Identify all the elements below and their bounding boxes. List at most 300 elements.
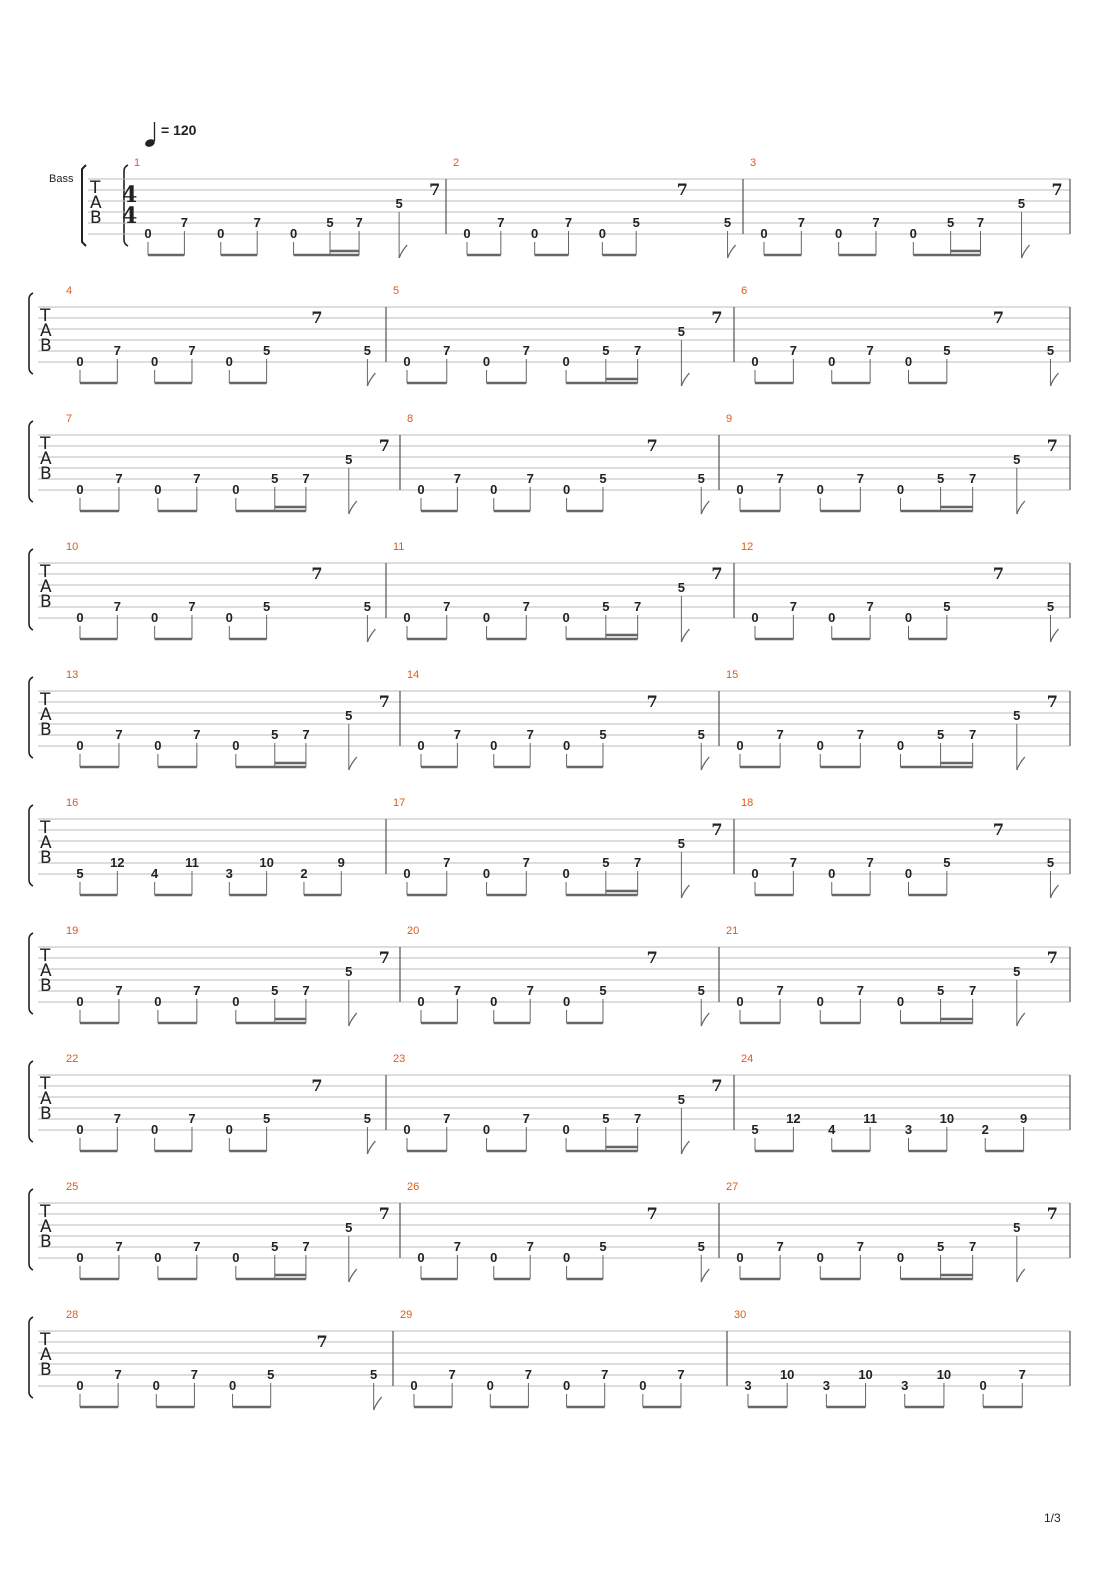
- tab-system: [29, 541, 1070, 642]
- fret-number: 5: [936, 727, 945, 742]
- fret-number: 5: [271, 1239, 279, 1254]
- eighth-rest-icon: 7: [311, 564, 323, 583]
- fret-number: 7: [856, 727, 864, 742]
- fret-number: 0: [482, 1122, 491, 1137]
- measure: [66, 1181, 390, 1282]
- fret-number: 0: [816, 482, 824, 497]
- measure: [134, 157, 440, 258]
- eighth-rest-icon: 7: [676, 180, 688, 199]
- fret-number: 0: [76, 354, 84, 369]
- fret-number: 5: [1013, 1220, 1021, 1235]
- tab-system: [29, 797, 1070, 898]
- measure: [66, 541, 375, 642]
- note-flag: [349, 1269, 357, 1282]
- fret-number: 7: [522, 1111, 530, 1126]
- fret-number: 7: [776, 1239, 784, 1254]
- fret-number: 7: [677, 1367, 685, 1382]
- system-bracket: [29, 1317, 33, 1398]
- fret-number: 0: [217, 226, 225, 241]
- measure: [726, 925, 1058, 1026]
- measure-number: 3: [750, 157, 757, 169]
- eighth-rest-icon: 7: [711, 1076, 723, 1095]
- fret-number: 0: [562, 738, 571, 753]
- tab-letter: T: [40, 690, 51, 710]
- fret-number: 5: [602, 343, 610, 358]
- fret-number: 7: [113, 599, 121, 614]
- fret-number: 0: [403, 1122, 411, 1137]
- fret-number: 0: [154, 738, 162, 753]
- fret-number: 9: [337, 855, 345, 870]
- fret-number: 5: [697, 1239, 705, 1254]
- eighth-rest-icon: 7: [378, 1204, 390, 1223]
- fret-number: 7: [253, 215, 261, 230]
- fret-number: 7: [355, 215, 363, 230]
- fret-number: 5: [943, 343, 951, 358]
- fret-number: 7: [776, 471, 784, 486]
- fret-number: 7: [115, 727, 123, 742]
- eighth-rest-icon: 7: [1046, 948, 1058, 967]
- measure-number: 15: [726, 669, 739, 681]
- fret-number: 7: [522, 855, 530, 870]
- tab-system: [29, 1309, 1070, 1410]
- fret-number: 0: [751, 610, 759, 625]
- fret-number: 5: [1017, 196, 1026, 211]
- note-flag: [701, 1013, 709, 1026]
- tab-letter: B: [40, 976, 52, 996]
- measure-number: 22: [66, 1053, 79, 1065]
- fret-number: 0: [76, 610, 84, 625]
- fret-number: 7: [453, 1239, 462, 1254]
- fret-number: 7: [453, 983, 462, 998]
- fret-number: 5: [943, 855, 951, 870]
- eighth-rest-icon: 7: [992, 308, 1005, 327]
- fret-number: 0: [598, 226, 606, 241]
- tab-letter: T: [40, 434, 51, 454]
- fret-number: 0: [909, 226, 917, 241]
- note-flag: [349, 1013, 357, 1026]
- tab-system: [82, 157, 1070, 258]
- fret-number: 0: [228, 1378, 237, 1393]
- note-flag: [701, 1269, 709, 1282]
- fret-number: 10: [939, 1111, 955, 1126]
- eighth-rest-icon: 7: [378, 692, 390, 711]
- note-flag: [1017, 1269, 1025, 1282]
- fret-number: 0: [232, 482, 240, 497]
- fret-number: 0: [562, 866, 570, 881]
- fret-number: 0: [828, 866, 836, 881]
- note-flag: [1017, 501, 1025, 514]
- fret-number: 3: [901, 1378, 909, 1393]
- fret-number: 11: [185, 855, 199, 870]
- fret-number: 7: [526, 983, 534, 998]
- measure-number: 30: [734, 1309, 747, 1321]
- fret-number: 7: [776, 983, 784, 998]
- tab-letter: A: [40, 1345, 52, 1365]
- fret-number: 7: [193, 1239, 201, 1254]
- measure-number: 16: [66, 797, 79, 809]
- fret-number: 7: [872, 215, 880, 230]
- measure: [453, 157, 736, 258]
- tab-system: [29, 1053, 1070, 1154]
- system-bracket: [29, 549, 33, 630]
- fret-number: 5: [363, 599, 372, 614]
- fret-number: 4: [828, 1122, 836, 1137]
- fret-number: 7: [856, 471, 864, 486]
- tab-letter: T: [40, 1330, 51, 1350]
- measure-number: 29: [400, 1309, 413, 1321]
- fret-number: 5: [326, 215, 334, 230]
- eighth-rest-icon: 7: [646, 948, 658, 967]
- measure-number: 25: [66, 1181, 79, 1193]
- fret-number: 0: [896, 738, 905, 753]
- tab-letter: A: [40, 961, 52, 981]
- fret-number: 12: [786, 1111, 801, 1126]
- fret-number: 7: [188, 1111, 196, 1126]
- fret-number: 5: [599, 983, 607, 998]
- fret-number: 5: [751, 1122, 759, 1137]
- eighth-rest-icon: 7: [316, 1332, 328, 1351]
- fret-number: 5: [363, 343, 372, 358]
- fret-number: 7: [115, 471, 123, 486]
- fret-number: 5: [363, 1111, 372, 1126]
- fret-number: 5: [1013, 708, 1021, 723]
- fret-number: 0: [490, 482, 498, 497]
- note-flag: [1050, 885, 1058, 898]
- fret-number: 7: [856, 983, 864, 998]
- fret-number: 5: [697, 471, 705, 486]
- fret-number: 0: [154, 1250, 162, 1265]
- measure-number: 5: [393, 285, 400, 297]
- fret-number: 5: [677, 836, 686, 851]
- fret-number: 5: [677, 1092, 686, 1107]
- fret-number: 0: [490, 1250, 498, 1265]
- fret-number: 0: [482, 354, 491, 369]
- eighth-rest-icon: 7: [711, 308, 723, 327]
- fret-number: 5: [267, 1367, 275, 1382]
- system-brace: [82, 165, 86, 246]
- tab-letter: B: [40, 464, 52, 484]
- fret-number: 5: [723, 215, 732, 230]
- measure: [393, 797, 723, 898]
- fret-number: 5: [345, 1220, 353, 1235]
- note-flag: [367, 629, 375, 642]
- fret-number: 0: [144, 226, 152, 241]
- fret-number: 0: [417, 738, 425, 753]
- measure: [393, 1053, 723, 1154]
- fret-number: 7: [522, 343, 530, 358]
- fret-number: 0: [828, 610, 836, 625]
- fret-number: 0: [76, 1122, 84, 1137]
- tab-letter: B: [40, 720, 52, 740]
- measure-number: 18: [741, 797, 754, 809]
- note-flag: [349, 501, 357, 514]
- fret-number: 7: [976, 215, 985, 230]
- tab-letter: B: [40, 1232, 52, 1252]
- note-flag: [1050, 629, 1058, 642]
- time-signature-top: 4: [122, 182, 138, 208]
- fret-number: 0: [289, 226, 298, 241]
- measure: [407, 1181, 709, 1282]
- system-bracket: [29, 421, 33, 502]
- fret-number: 7: [114, 1367, 122, 1382]
- eighth-rest-icon: 7: [711, 820, 723, 839]
- fret-number: 0: [152, 1378, 160, 1393]
- fret-number: 5: [1046, 855, 1055, 870]
- measure-number: 20: [407, 925, 420, 937]
- measure: [407, 669, 709, 770]
- fret-number: 3: [225, 866, 233, 881]
- measure-number: 12: [741, 541, 754, 553]
- fret-number: 7: [302, 471, 310, 486]
- fret-number: 10: [779, 1367, 795, 1382]
- fret-number: 7: [789, 855, 797, 870]
- fret-number: 5: [395, 196, 403, 211]
- fret-number: 0: [225, 610, 233, 625]
- fret-number: 10: [858, 1367, 873, 1382]
- fret-number: 7: [188, 343, 196, 358]
- fret-number: 7: [866, 599, 874, 614]
- fret-number: 7: [969, 471, 977, 486]
- fret-number: 5: [697, 727, 705, 742]
- fret-number: 7: [443, 599, 451, 614]
- fret-number: 5: [345, 708, 353, 723]
- measure: [393, 285, 723, 386]
- fret-number: 7: [634, 1111, 642, 1126]
- eighth-rest-icon: 7: [1046, 436, 1058, 455]
- fret-number: 5: [947, 215, 955, 230]
- fret-number: 7: [113, 343, 121, 358]
- fret-number: 0: [76, 994, 84, 1009]
- measure: [726, 413, 1058, 514]
- tab-letter: A: [40, 321, 52, 341]
- fret-number: 7: [634, 343, 642, 358]
- fret-number: 5: [936, 1239, 945, 1254]
- measure-number: 23: [393, 1053, 406, 1065]
- measure: [734, 1309, 1026, 1407]
- fret-number: 5: [1046, 343, 1055, 358]
- measure: [66, 669, 390, 770]
- fret-number: 5: [345, 452, 353, 467]
- system-bracket: [29, 1189, 33, 1270]
- tab-letter: B: [40, 1104, 52, 1124]
- system-bracket: [29, 677, 33, 758]
- fret-number: 7: [193, 727, 201, 742]
- eighth-rest-icon: 7: [992, 820, 1005, 839]
- fret-number: 0: [482, 866, 491, 881]
- eighth-rest-icon: 7: [646, 692, 658, 711]
- fret-number: 0: [751, 354, 759, 369]
- fret-number: 7: [193, 983, 201, 998]
- measure-number: 13: [66, 669, 79, 681]
- tab-letter: B: [40, 592, 52, 612]
- fret-number: 0: [403, 866, 411, 881]
- tempo-label: = 120: [161, 122, 197, 138]
- note-flag: [681, 373, 689, 386]
- fret-number: 7: [188, 599, 196, 614]
- measure-number: 21: [726, 925, 739, 937]
- eighth-rest-icon: 7: [711, 564, 723, 583]
- tab-letter: B: [90, 208, 102, 228]
- fret-number: 7: [866, 343, 874, 358]
- fret-number: 4: [151, 866, 159, 881]
- eighth-rest-icon: 7: [311, 308, 323, 327]
- fret-number: 0: [531, 226, 539, 241]
- measure: [741, 285, 1058, 386]
- fret-number: 0: [490, 994, 498, 1009]
- fret-number: 0: [225, 1122, 233, 1137]
- fret-number: 7: [601, 1367, 609, 1382]
- fret-number: 0: [76, 738, 84, 753]
- tab-letter: A: [40, 833, 52, 853]
- eighth-rest-icon: 7: [1046, 692, 1058, 711]
- fret-number: 0: [232, 994, 240, 1009]
- measure: [741, 541, 1058, 642]
- fret-number: 0: [232, 1250, 240, 1265]
- fret-number: 7: [526, 471, 534, 486]
- measure-number: 9: [726, 413, 733, 425]
- fret-number: 5: [936, 983, 945, 998]
- fret-number: 0: [736, 482, 744, 497]
- measure: [407, 413, 709, 514]
- fret-number: 0: [736, 738, 744, 753]
- fret-number: 7: [969, 983, 977, 998]
- tab-letter: A: [40, 1217, 52, 1237]
- tab-letter: A: [40, 577, 52, 597]
- fret-number: 0: [562, 1250, 571, 1265]
- measure: [726, 1181, 1058, 1282]
- measure-number: 24: [741, 1053, 754, 1065]
- measure-number: 7: [66, 413, 73, 425]
- fret-number: 0: [417, 994, 425, 1009]
- fret-number: 0: [904, 354, 913, 369]
- tab-letter: T: [40, 1074, 51, 1094]
- fret-number: 0: [76, 482, 84, 497]
- fret-number: 7: [115, 983, 123, 998]
- fret-number: 0: [562, 1378, 571, 1393]
- note-flag: [701, 501, 709, 514]
- fret-number: 0: [816, 1250, 824, 1265]
- fret-number: 5: [263, 343, 271, 358]
- fret-number: 7: [524, 1367, 533, 1382]
- fret-number: 0: [151, 610, 159, 625]
- fret-number: 5: [263, 1111, 271, 1126]
- fret-number: 7: [776, 727, 784, 742]
- tab-system: [29, 669, 1070, 770]
- fret-number: 0: [751, 866, 759, 881]
- measure-number: 27: [726, 1181, 739, 1193]
- fret-number: 7: [522, 599, 530, 614]
- fret-number: 0: [736, 994, 744, 1009]
- fret-number: 5: [602, 855, 610, 870]
- fret-number: 0: [816, 738, 824, 753]
- systems: [29, 157, 1070, 1410]
- fret-number: 0: [904, 866, 913, 881]
- fret-number: 0: [828, 354, 836, 369]
- fret-number: 0: [896, 1250, 905, 1265]
- fret-number: 0: [562, 354, 570, 369]
- measure: [66, 1309, 382, 1410]
- fret-number: 0: [154, 482, 162, 497]
- measure-number: 6: [741, 285, 748, 297]
- fret-number: 7: [634, 855, 642, 870]
- fret-number: 5: [263, 599, 271, 614]
- fret-number: 7: [856, 1239, 864, 1254]
- fret-number: 7: [302, 727, 310, 742]
- measure: [400, 1309, 685, 1407]
- fret-number: 7: [1018, 1367, 1026, 1382]
- tab-letter: A: [40, 449, 52, 469]
- fret-number: 7: [448, 1367, 456, 1382]
- fret-number: 0: [562, 1122, 570, 1137]
- fret-number: 7: [113, 1111, 121, 1126]
- fret-number: 7: [789, 599, 797, 614]
- measure-number: 26: [407, 1181, 420, 1193]
- fret-number: 0: [76, 1250, 84, 1265]
- fret-number: 0: [403, 610, 411, 625]
- system-bracket: [29, 293, 33, 374]
- tab-letter: T: [40, 946, 51, 966]
- fret-number: 0: [232, 738, 240, 753]
- fret-number: 5: [677, 324, 686, 339]
- measure-number: 4: [66, 285, 73, 297]
- fret-number: 9: [1019, 1111, 1028, 1126]
- measure: [66, 925, 390, 1026]
- eighth-rest-icon: 7: [429, 180, 441, 199]
- eighth-rest-icon: 7: [646, 1204, 658, 1223]
- tab-letter: B: [40, 336, 52, 356]
- fret-number: 5: [271, 727, 279, 742]
- fret-number: 5: [599, 1239, 607, 1254]
- fret-number: 5: [1046, 599, 1055, 614]
- system-bracket: [29, 1061, 33, 1142]
- measure: [66, 413, 390, 514]
- tempo-marking: [144, 122, 197, 148]
- fret-number: 0: [463, 226, 471, 241]
- fret-number: 7: [526, 1239, 534, 1254]
- fret-number: 0: [736, 1250, 744, 1265]
- fret-number: 10: [936, 1367, 952, 1382]
- fret-number: 5: [677, 580, 686, 595]
- measure: [407, 925, 709, 1026]
- note-flag: [681, 629, 689, 642]
- eighth-rest-icon: 7: [378, 436, 390, 455]
- fret-number: 0: [417, 1250, 425, 1265]
- fret-number: 7: [443, 855, 451, 870]
- eighth-rest-icon: 7: [1051, 180, 1063, 199]
- fret-number: 0: [417, 482, 425, 497]
- fret-number: 7: [969, 727, 977, 742]
- fret-number: 0: [225, 354, 233, 369]
- fret-number: 0: [490, 738, 498, 753]
- system-bracket: [29, 933, 33, 1014]
- fret-number: 0: [154, 994, 162, 1009]
- measure: [726, 669, 1058, 770]
- fret-number: 0: [403, 354, 411, 369]
- fret-number: 7: [180, 215, 189, 230]
- tab-letter: A: [40, 705, 52, 725]
- fret-number: 7: [443, 343, 451, 358]
- measure: [66, 1053, 375, 1154]
- note-flag: [681, 1141, 689, 1154]
- fret-number: 5: [936, 471, 945, 486]
- fret-number: 11: [863, 1111, 877, 1126]
- tab-system: [29, 285, 1070, 386]
- fret-number: 7: [302, 983, 310, 998]
- fret-number: 7: [190, 1367, 199, 1382]
- fret-number: 0: [896, 482, 905, 497]
- eighth-rest-icon: 7: [1046, 1204, 1058, 1223]
- fret-number: 5: [943, 599, 951, 614]
